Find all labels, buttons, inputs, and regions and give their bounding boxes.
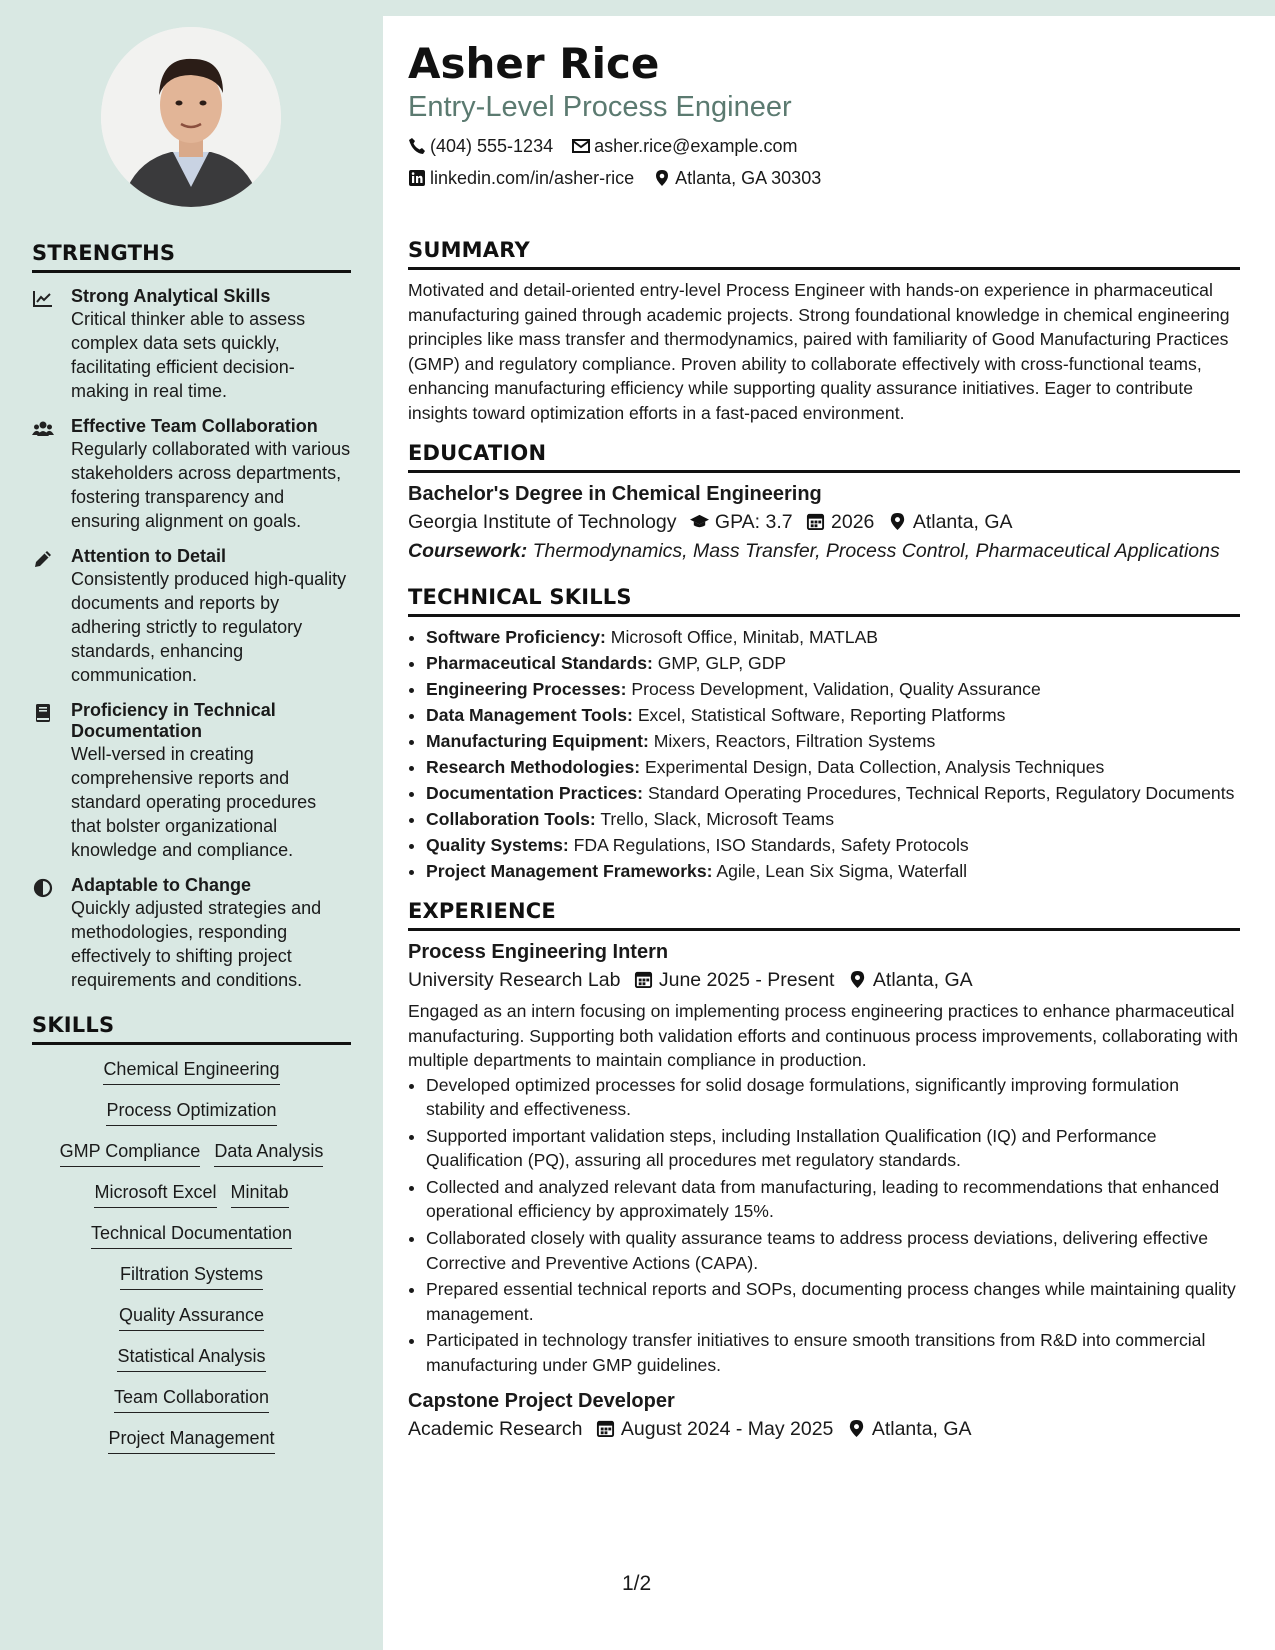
skill-values: Agile, Lean Six Sigma, Waterfall xyxy=(716,861,968,881)
job-dates: August 2024 - May 2025 xyxy=(620,1417,834,1440)
sidebar-content xyxy=(32,241,351,1467)
skill-tag: Statistical Analysis xyxy=(117,1344,265,1372)
strength-item xyxy=(32,416,351,533)
strength-title: Attention to Detail xyxy=(71,546,226,566)
list-item xyxy=(426,729,1240,753)
strength-title: Effective Team Collaboration xyxy=(71,416,318,436)
job-title: Capstone Project Developer xyxy=(408,1389,675,1412)
strength-desc: Quickly adjusted strategies and methodologies, responding effectively to shifting project requirements and conditions. xyxy=(71,898,322,990)
strengths-heading: STRENGTHS xyxy=(32,241,351,273)
calendar-icon xyxy=(634,970,653,989)
list-item: • Collected and analyzed relevant data from manufacturing, leading to recommendations that enhanced operational efficiency by approximately 15%. xyxy=(426,1175,1240,1224)
strength-item xyxy=(32,875,351,992)
email-text: asher.rice@example.com xyxy=(594,136,798,156)
skill-values: FDA Regulations, ISO Standards, Safety Protocols xyxy=(573,835,969,855)
coursework-label: Coursework: xyxy=(408,540,528,562)
candidate-name: Asher Rice xyxy=(408,39,660,88)
book-icon xyxy=(32,702,54,724)
calendar-icon xyxy=(596,1419,615,1438)
skill-values: Mixers, Reactors, Filtration Systems xyxy=(653,731,936,751)
skill-tag: Minitab xyxy=(231,1180,289,1208)
envelope-icon xyxy=(572,137,590,155)
skill-category: Research Methodologies: xyxy=(426,757,641,777)
education-location: Atlanta, GA xyxy=(912,511,1013,533)
list-item xyxy=(426,625,1240,649)
skill-values: Excel, Statistical Software, Reporting Platforms xyxy=(637,705,1006,725)
list-item: • Prepared essential technical reports and SOPs, documenting process changes while maintaining quality management. xyxy=(426,1277,1240,1326)
pencil-icon xyxy=(32,548,54,570)
linkedin-icon xyxy=(408,169,426,187)
list-item xyxy=(426,677,1240,701)
location-text: Atlanta, GA 30303 xyxy=(675,168,822,188)
list-item: • Participated in technology transfer initiatives to ensure smooth transitions from R&D into commercial manufacturing under GMP guidelines. xyxy=(426,1328,1240,1377)
education-heading: EDUCATION xyxy=(408,441,1240,473)
list-item xyxy=(426,859,1240,883)
list-item: • Supported important validation steps, including Installation Qualification (IQ) and Performance Qualification (PQ), assuring all procedures met regulatory standards. xyxy=(426,1124,1240,1173)
education-meta xyxy=(408,507,1240,537)
list-item xyxy=(426,781,1240,805)
job-summary: Engaged as an intern focusing on implementing process engineering practices to enhance pharmaceutical manufacturing. Supporting both validation efforts and continuous process improvements, collaborating with multiple departments to maintain compliance in production. xyxy=(408,1001,1238,1070)
chart-line-icon xyxy=(32,288,54,310)
skill-tag: Filtration Systems xyxy=(120,1262,263,1290)
map-pin-icon xyxy=(653,169,671,187)
skill-values: Microsoft Office, Minitab, MATLAB xyxy=(610,627,879,647)
email-item[interactable] xyxy=(572,136,797,156)
job-meta xyxy=(408,1414,1240,1444)
job-title: Process Engineering Intern xyxy=(408,941,669,963)
list-item xyxy=(426,833,1240,857)
skills-list xyxy=(32,1045,351,1454)
strength-desc: Regularly collaborated with various stakeholders across departments, fostering transparency and ensuring alignment on goals. xyxy=(71,439,351,531)
contact-info xyxy=(408,130,1240,194)
strength-item xyxy=(32,546,351,687)
profile-photo xyxy=(101,27,281,207)
map-pin-icon xyxy=(847,1419,866,1438)
linkedin-item[interactable] xyxy=(408,168,639,188)
gpa: GPA: 3.7 xyxy=(714,511,793,533)
graduation-year: 2026 xyxy=(831,511,875,533)
job-location: Atlanta, GA xyxy=(871,1417,972,1440)
skill-category: Project Management Frameworks: xyxy=(426,861,713,881)
skill-values: Standard Operating Procedures, Technical Reports, Regulatory Documents xyxy=(647,783,1235,803)
linkedin-text: linkedin.com/in/asher-rice xyxy=(430,168,635,188)
strength-title: Adaptable to Change xyxy=(71,875,252,895)
strength-title: Strong Analytical Skills xyxy=(71,286,271,306)
list-item xyxy=(426,755,1240,779)
skill-tag: Process Optimization xyxy=(106,1098,276,1126)
job-location: Atlanta, GA xyxy=(872,969,973,991)
strength-item xyxy=(32,286,351,403)
phone-icon xyxy=(408,137,426,155)
skill-category: Pharmaceutical Standards: xyxy=(426,653,653,673)
skill-category: Collaboration Tools: xyxy=(426,809,596,829)
half-circle-icon xyxy=(32,877,54,899)
list-item: • Collaborated closely with quality assurance teams to address process deviations, delivering effective Corrective and Preventive Actions (CAPA). xyxy=(426,1226,1240,1275)
experience-heading: EXPERIENCE xyxy=(408,899,1240,931)
main-content xyxy=(408,40,1240,1444)
skill-category: Data Management Tools: xyxy=(426,705,633,725)
phone-item[interactable] xyxy=(408,136,558,156)
coursework xyxy=(408,539,1240,563)
skill-tag: Microsoft Excel xyxy=(94,1180,216,1208)
skill-category: Manufacturing Equipment: xyxy=(426,731,649,751)
coursework-list: Thermodynamics, Mass Transfer, Process Control, Pharmaceutical Applications xyxy=(532,540,1220,562)
candidate-title: Entry-Level Process Engineer xyxy=(408,91,792,123)
job-entry xyxy=(408,939,1240,1378)
skill-category: Software Proficiency: xyxy=(426,627,606,647)
strength-desc: Well-versed in creating comprehensive reports and standard operating procedures that bolster organizational knowledge and compliance. xyxy=(71,744,317,860)
page-number: 1/2 xyxy=(622,1572,652,1595)
skill-tag: Team Collaboration xyxy=(114,1385,269,1413)
job-meta xyxy=(408,965,1240,995)
skill-tag: Data Analysis xyxy=(214,1139,323,1167)
education-section xyxy=(408,441,1240,563)
skill-values: Trello, Slack, Microsoft Teams xyxy=(600,809,834,829)
job-org: University Research Lab xyxy=(408,969,621,991)
job-org: Academic Research xyxy=(408,1417,583,1440)
phone-text: (404) 555-1234 xyxy=(430,136,554,156)
list-item xyxy=(426,703,1240,727)
graduation-cap-icon xyxy=(690,512,709,531)
skill-category: Documentation Practices: xyxy=(426,783,644,803)
degree-title: Bachelor's Degree in Chemical Engineering xyxy=(408,483,822,505)
map-pin-icon xyxy=(848,970,867,989)
skill-tag: Project Management xyxy=(108,1426,274,1454)
strength-desc: Consistently produced high-quality documents and reports by adhering strictly to regulatory standards, enhancing communication. xyxy=(71,569,347,685)
job-dates: June 2025 - Present xyxy=(658,969,835,991)
skill-category: Engineering Processes: xyxy=(426,679,627,699)
location-item xyxy=(653,168,821,188)
school-name: Georgia Institute of Technology xyxy=(408,511,677,533)
summary-heading: SUMMARY xyxy=(408,238,1240,270)
map-pin-icon xyxy=(888,512,907,531)
skill-category: Quality Systems: xyxy=(426,835,569,855)
job-entry xyxy=(408,1388,1240,1444)
skill-values: GMP, GLP, GDP xyxy=(657,653,787,673)
calendar-icon xyxy=(806,512,825,531)
skill-tag: Technical Documentation xyxy=(91,1221,292,1249)
users-icon xyxy=(32,418,54,440)
list-item xyxy=(426,651,1240,675)
skill-values: Experimental Design, Data Collection, Analysis Techniques xyxy=(645,757,1105,777)
experience-section xyxy=(408,899,1240,1444)
strength-desc: Critical thinker able to assess complex data sets quickly, facilitating efficient decision-making in real time. xyxy=(71,309,306,401)
summary-text: Motivated and detail-oriented entry-level Process Engineer with hands-on experience in pharmaceutical manufacturing gained through academic projects. Strong foundational knowledge in chemical engineering principles like mass transfer and thermodynamics, paired with familiarity of Good Manufacturing Practices (GMP) and regulatory compliance. Proven ability to collaborate effectively with cross-functional teams, enhancing manufacturing efficiency while supporting quality assurance initiatives. Eager to contribute insights toward optimization efforts in a fast-paced environment. xyxy=(408,280,1230,423)
strength-title: Proficiency in Technical Documentation xyxy=(71,700,276,741)
strength-item xyxy=(32,700,351,862)
summary-section xyxy=(408,238,1240,425)
skill-tag: Quality Assurance xyxy=(119,1303,264,1331)
list-item: • Developed optimized processes for solid dosage formulations, significantly improving formulation stability and effectiveness. xyxy=(426,1073,1240,1122)
top-accent-strip xyxy=(383,0,1275,16)
skills-heading: SKILLS xyxy=(32,1013,351,1045)
skill-tag: Chemical Engineering xyxy=(103,1057,279,1085)
technical-skills-heading: TECHNICAL SKILLS xyxy=(408,585,1240,617)
technical-skills-section xyxy=(408,585,1240,883)
list-item xyxy=(426,807,1240,831)
skill-tag: GMP Compliance xyxy=(60,1139,201,1167)
job-bullets xyxy=(408,1073,1240,1378)
technical-skills-list xyxy=(408,625,1240,883)
skill-values: Process Development, Validation, Quality Assurance xyxy=(631,679,1041,699)
